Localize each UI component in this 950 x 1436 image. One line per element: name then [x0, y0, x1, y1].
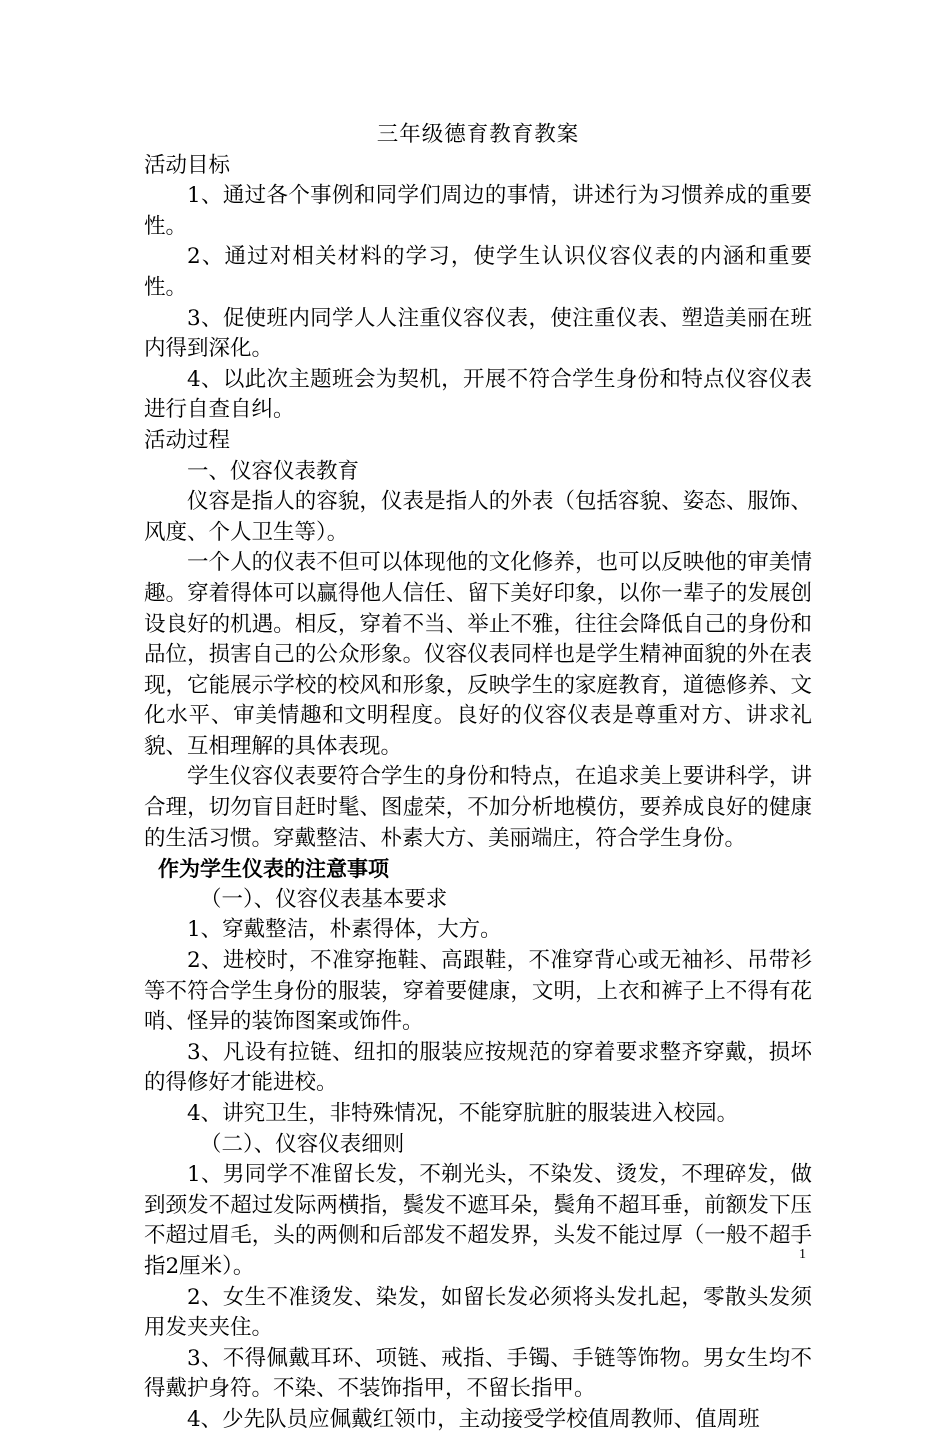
- detail-item: 2、女生不准烫发、染发，如留长发必须将头发扎起，零散头发须用发夹夹住。: [144, 1284, 812, 1341]
- basic-requirements-heading: （一）、仪容仪表基本要求: [200, 886, 448, 912]
- goal-item: 4、以此次主题班会为契机，开展不符合学生身份和特点仪容仪表进行自查自纠。: [144, 366, 812, 423]
- page-number: 1: [799, 1247, 806, 1262]
- paragraph: 一个人的仪表不但可以体现他的文化修养，也可以反映他的审美情趣。穿着得体可以赢得他人信任、留下美好印象，以你一辈子的发展创设良好的机遇。相反，穿着不当、举止不雅，往往会降低自己的身份和品位，损害自己的公众形象。仪容仪表同样也是学生精神面貌的外在表现，它能展示学校的校风和形象，反映学生的家庭教育，道德修养、文化水平、审美情趣和文明程度。良好的仪容仪表是尊重对方、讲求礼貌、互相理解的具体表现。: [144, 550, 812, 759]
- paragraph: 仪容是指人的容貌，仪表是指人的外表（包括容貌、姿态、服饰、风度、个人卫生等）。: [144, 489, 812, 545]
- page-title: 三年级德育教育教案: [376, 122, 580, 147]
- detail-item: 4、少先队员应佩戴红领巾，主动接受学校值周教师、值周班: [187, 1406, 760, 1432]
- basic-item: 2、进校时，不准穿拖鞋、高跟鞋，不准穿背心或无袖衫、吊带衫等不符合学生身份的服装，穿着要健康，文明，上衣和裤子上不得有花哨、怪异的装饰图案或饰件。: [144, 948, 812, 1035]
- goals-heading: 活动目标: [144, 152, 231, 178]
- basic-item: 1、穿戴整洁，朴素得体，大方。: [187, 917, 502, 943]
- goal-item: 2、通过对相关材料的学习，使学生认识仪容仪表的内涵和重要性。: [144, 244, 812, 300]
- goal-item: 3、促使班内同学人人注重仪容仪表，使注重仪表、塑造美丽在班内得到深化。: [144, 305, 812, 362]
- detail-item: 1、男同学不准留长发，不剃光头，不染发、烫发，不理碎发，做到颈发不超过发际两横指，鬓发不遮耳朵，鬓角不超耳垂，前额发下压不超过眉毛，头的两侧和后部发不超发界，头发不能过厚（一般不超手指2厘米）。: [144, 1162, 812, 1279]
- process-heading: 活动过程: [144, 427, 231, 453]
- part1-heading: 一、仪容仪表教育: [187, 458, 360, 484]
- detail-rules-heading: （二）、仪容仪表细则: [200, 1131, 405, 1157]
- detail-item: 3、不得佩戴耳环、项链、戒指、手镯、手链等饰物。男女生均不得戴护身符。不染、不装饰指甲，不留长指甲。: [144, 1345, 812, 1402]
- goal-item: 1、通过各个事例和同学们周边的事情，讲述行为习惯养成的重要性。: [144, 183, 812, 239]
- basic-item: 4、讲究卫生，非特殊情况，不能穿肮脏的服装进入校园。: [187, 1101, 739, 1126]
- paragraph: 学生仪容仪表要符合学生的身份和特点，在追求美上要讲科学，讲合理，切勿盲目赶时髦、图虚荣，不加分析地模仿，要养成良好的健康的生活习惯。穿戴整洁、朴素大方、美丽端庄，符合学生身份。: [144, 764, 812, 851]
- document-body: [144, 120, 812, 1436]
- notes-heading: 作为学生仪表的注意事项: [158, 857, 389, 882]
- basic-item: 3、凡设有拉链、纽扣的服装应按规范的穿着要求整齐穿戴，损坏的得修好才能进校。: [144, 1039, 812, 1096]
